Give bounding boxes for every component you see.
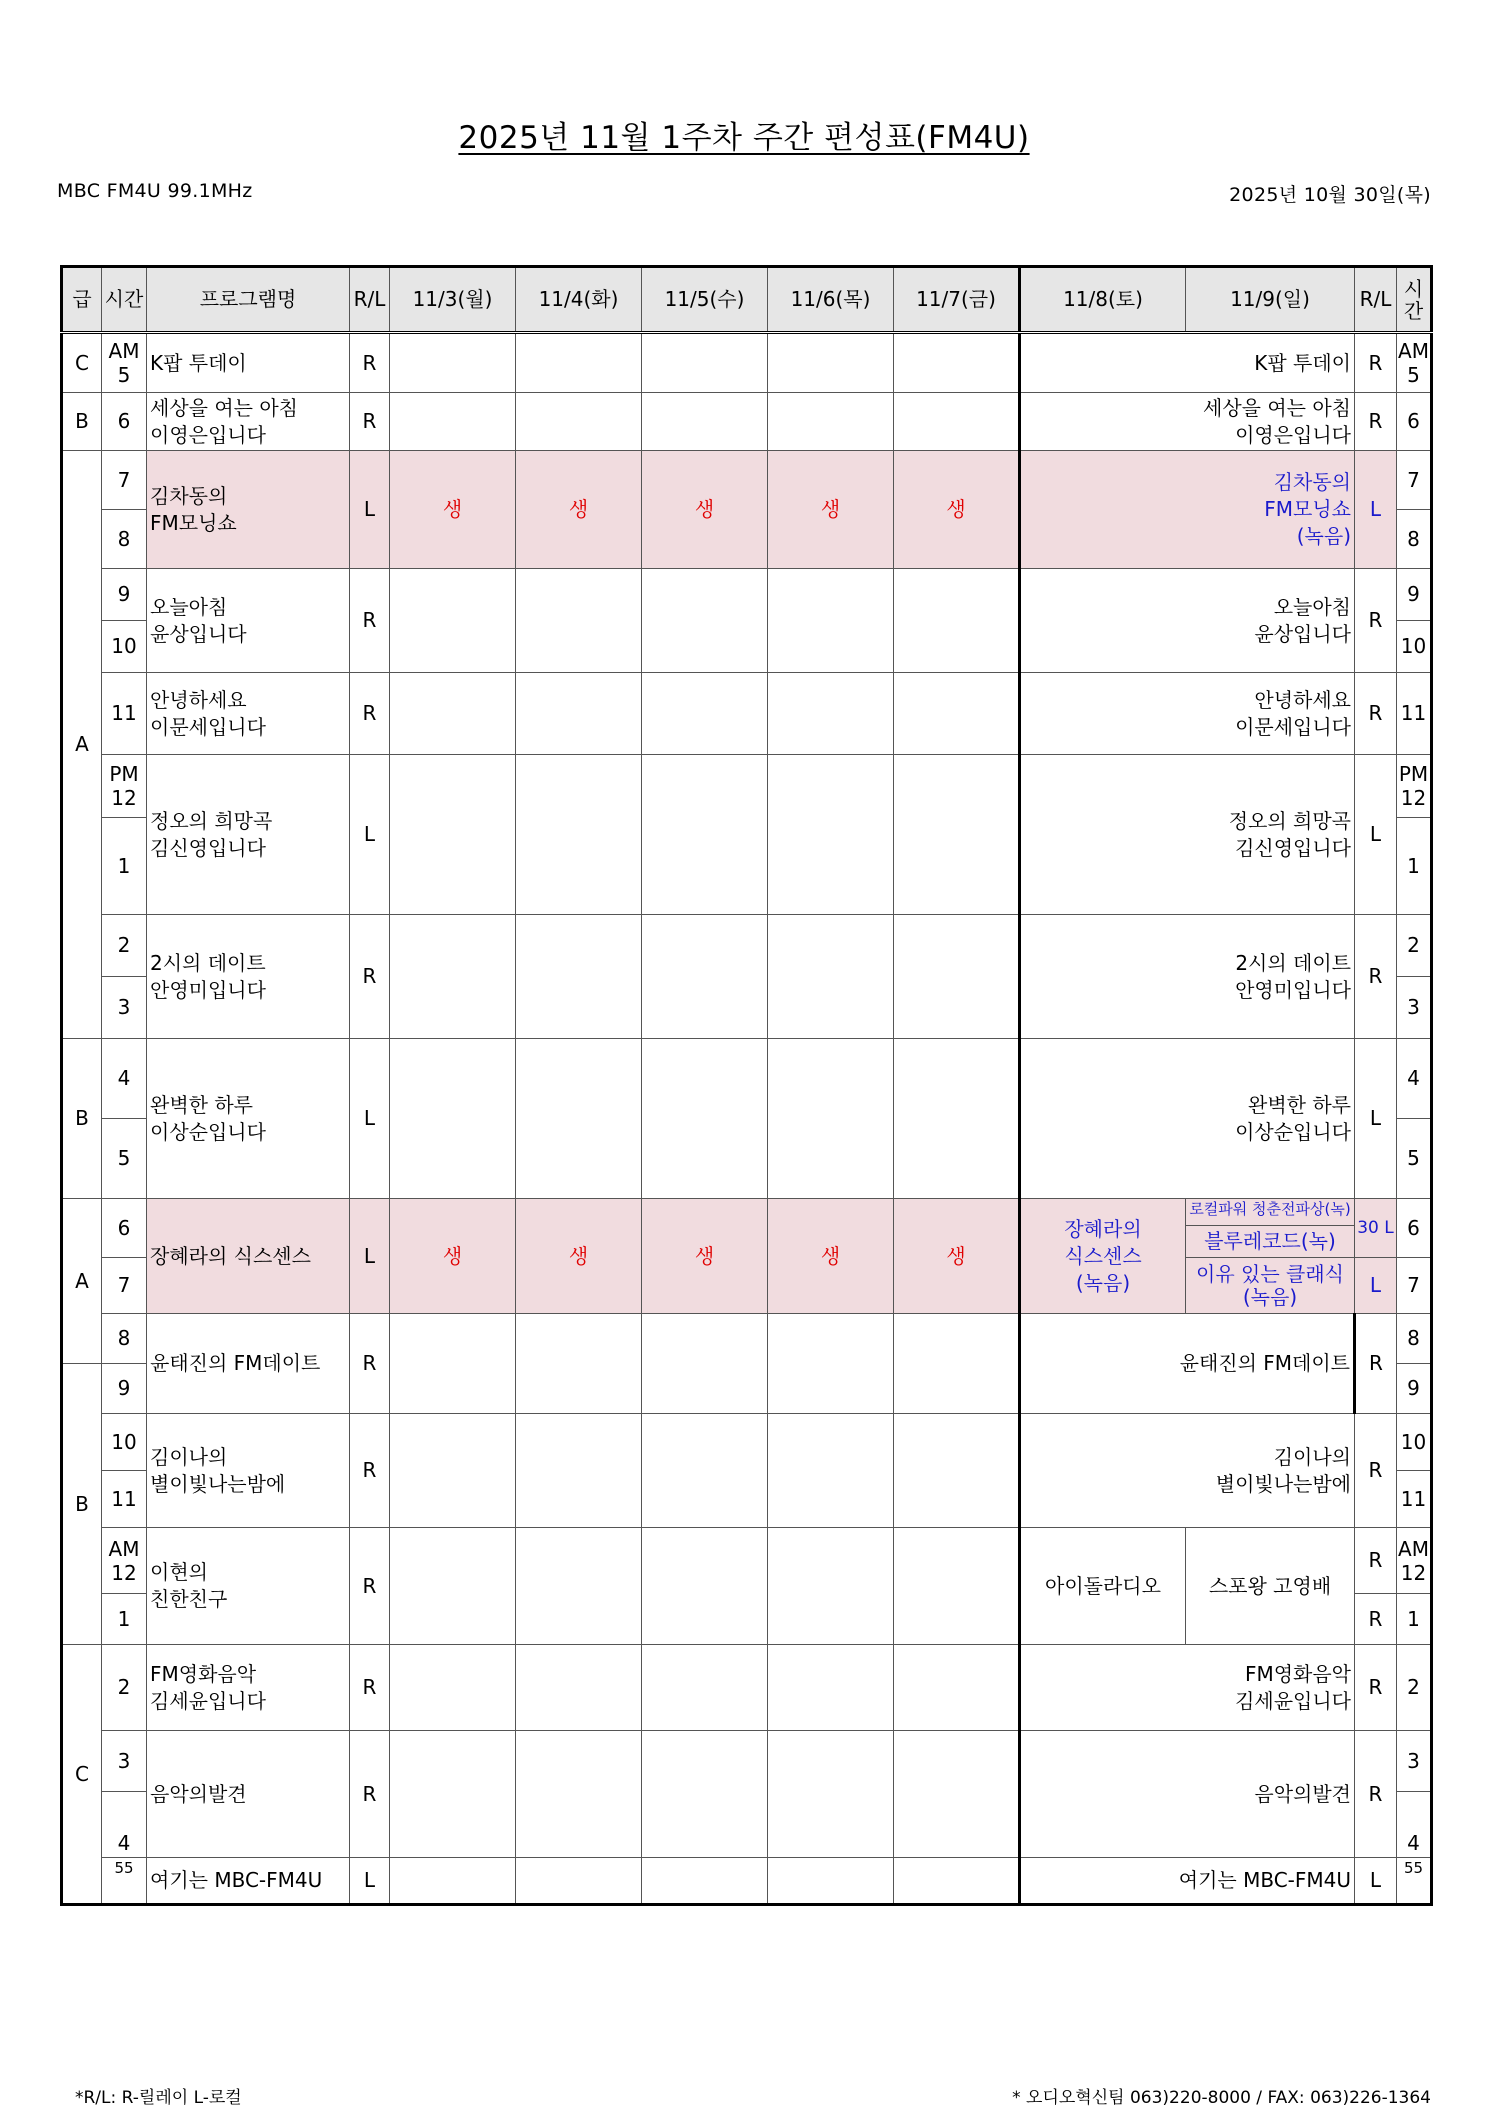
rl-cell: L [350, 451, 390, 569]
program-cell: 김이나의 별이빛나는밤에 [147, 1414, 350, 1528]
weekend-program-cell: 세상을 여는 아침 이영은입니다 [1020, 393, 1355, 451]
rl-cell: R [1355, 1414, 1397, 1528]
rl-cell: R [350, 333, 390, 393]
rl-cell: L [1355, 1858, 1397, 1905]
hour-cell: 2 [102, 1645, 147, 1731]
program-cell: 김차동의 FM모닝쇼 [147, 451, 350, 569]
hour-cell: PM 12 [102, 755, 147, 818]
table-row [62, 569, 1432, 621]
minute-cell: 55 [102, 1858, 147, 1905]
grade-cell: B [62, 1364, 102, 1645]
rl-header: R/L [350, 267, 390, 333]
hour-cell: 4 [1397, 1039, 1432, 1119]
table-row [62, 451, 1432, 510]
hour-cell: 8 [1397, 510, 1432, 569]
table-row [62, 1645, 1432, 1731]
station-info: MBC FM4U 99.1MHz [57, 180, 253, 202]
hour-cell: 7 [1397, 1258, 1432, 1314]
weekend-program-cell: 장혜라의 식스센스 (녹음) [1020, 1199, 1186, 1314]
rl-cell: L [1355, 451, 1397, 569]
rl-cell: R [350, 393, 390, 451]
grade-header: 급 [62, 267, 102, 333]
weekend-program-cell: 여기는 MBC-FM4U [1020, 1858, 1355, 1905]
rl-header-right: R/L [1355, 267, 1397, 333]
weekend-program-cell: 아이돌라디오 [1020, 1528, 1186, 1645]
hour-cell: 6 [1397, 1199, 1432, 1258]
table-row [62, 393, 1432, 451]
rl-cell: L [350, 755, 390, 915]
weekend-program-cell: 윤태진의 FM데이트 [1020, 1314, 1355, 1414]
program-cell: FM영화음악 김세윤입니다 [147, 1645, 350, 1731]
live-cell: 생 [516, 1199, 642, 1314]
grade-cell: C [62, 1645, 102, 1905]
table-row [62, 1731, 1432, 1792]
rl-cell: R [1355, 569, 1397, 673]
hour-cell: 7 [102, 1258, 147, 1314]
weekend-program-cell: 완벽한 하루 이상순입니다 [1020, 1039, 1355, 1199]
weekend-program-cell: 음악의발견 [1020, 1731, 1355, 1858]
hour-cell: 1 [102, 1594, 147, 1645]
hour-cell: 3 [102, 977, 147, 1039]
rl-cell: L [350, 1858, 390, 1905]
hour-cell: 3 [1397, 1731, 1432, 1792]
weekend-program-cell: 안녕하세요 이문세입니다 [1020, 673, 1355, 755]
hour-cell: 8 [1397, 1314, 1432, 1364]
hour-cell: 9 [102, 1364, 147, 1414]
rl-cell: R [1355, 333, 1397, 393]
grade-cell: C [62, 333, 102, 393]
rl-cell: L [1355, 1258, 1397, 1314]
grade-cell: A [62, 1199, 102, 1364]
table-row [62, 1858, 1432, 1905]
hour-cell: 9 [1397, 1364, 1432, 1414]
program-cell: 완벽한 하루 이상순입니다 [147, 1039, 350, 1199]
rl-cell: R [1355, 673, 1397, 755]
hour-cell: 1 [1397, 818, 1432, 915]
hour-cell: 8 [102, 1314, 147, 1364]
footnote-legend: *R/L: R-릴레이 L-로컬 [75, 2088, 242, 2108]
live-cell: 생 [894, 451, 1020, 569]
rl-cell: R [1355, 1594, 1397, 1645]
hour-cell: 9 [102, 569, 147, 621]
hour-cell: 6 [1397, 393, 1432, 451]
hour-cell: 7 [102, 451, 147, 510]
hour-cell: 11 [102, 673, 147, 755]
weekend-program-cell: 김이나의 별이빛나는밤에 [1020, 1414, 1355, 1528]
rl-cell: R [350, 1414, 390, 1528]
program-cell: 장혜라의 식스센스 [147, 1199, 350, 1314]
hour-cell: 10 [102, 1414, 147, 1471]
table-row [62, 755, 1432, 818]
hour-cell: 4 [1397, 1792, 1432, 1858]
grade-cell: A [62, 451, 102, 1039]
minute-cell: 55 [1397, 1858, 1432, 1905]
weekend-program-cell: 정오의 희망곡 김신영입니다 [1020, 755, 1355, 915]
hour-cell: 11 [1397, 1471, 1432, 1528]
program-cell: 오늘아침 윤상입니다 [147, 569, 350, 673]
day-header-sun: 11/9(일) [1186, 267, 1355, 333]
live-cell: 생 [390, 1199, 516, 1314]
time-header-right: 시간 [1397, 267, 1432, 333]
weekend-program-cell: 김차동의 FM모닝쇼 (녹음) [1020, 451, 1355, 569]
day-header-tue: 11/4(화) [516, 267, 642, 333]
hour-cell: 7 [1397, 451, 1432, 510]
live-cell: 생 [516, 451, 642, 569]
live-cell: 생 [642, 1199, 768, 1314]
hour-cell: 6 [102, 1199, 147, 1258]
table-row [62, 673, 1432, 755]
live-cell: 생 [642, 451, 768, 569]
table-row [62, 1528, 1432, 1594]
rl-cell: L [350, 1199, 390, 1314]
table-row [62, 1039, 1432, 1119]
day-header-wed: 11/5(수) [642, 267, 768, 333]
hour-cell: 1 [102, 818, 147, 915]
weekend-program-cell: 로컬파워 청춘전파상(녹) [1186, 1199, 1354, 1226]
issue-date: 2025년 10월 30일(목) [1229, 184, 1431, 206]
table-row [62, 333, 1432, 393]
program-header: 프로그램명 [147, 267, 350, 333]
hour-cell: 8 [102, 510, 147, 569]
program-cell: 2시의 데이트 안영미입니다 [147, 915, 350, 1039]
rl-cell: 30 L [1355, 1199, 1397, 1258]
hour-cell: 3 [1397, 977, 1432, 1039]
hour-cell: 5 [102, 1119, 147, 1199]
schedule-table [60, 265, 1433, 1906]
grade-cell: B [62, 393, 102, 451]
hour-cell: 2 [1397, 1645, 1432, 1731]
hour-cell: AM 12 [102, 1528, 147, 1594]
hour-cell: PM 12 [1397, 755, 1432, 818]
rl-cell: L [350, 1039, 390, 1199]
hour-cell: 6 [102, 393, 147, 451]
hour-cell: 10 [1397, 1414, 1432, 1471]
table-row [62, 1199, 1432, 1258]
table-row [62, 1314, 1432, 1364]
hour-cell: 9 [1397, 569, 1432, 621]
rl-cell: R [1355, 1528, 1397, 1594]
day-header-fri: 11/7(금) [894, 267, 1020, 333]
hour-cell: 4 [102, 1039, 147, 1119]
rl-cell: R [350, 569, 390, 673]
hour-cell: 10 [102, 621, 147, 673]
rl-cell: R [350, 915, 390, 1039]
program-cell: 이현의 친한친구 [147, 1528, 350, 1645]
hour-cell: 1 [1397, 1594, 1432, 1645]
header-row [62, 267, 1432, 333]
live-cell: 생 [768, 1199, 894, 1314]
rl-cell: R [1355, 915, 1397, 1039]
rl-cell: R [1355, 1314, 1397, 1414]
day-header-thu: 11/6(목) [768, 267, 894, 333]
rl-cell: R [350, 1731, 390, 1858]
hour-cell: 2 [102, 915, 147, 977]
hour-cell: 11 [1397, 673, 1432, 755]
day-header-sat: 11/8(토) [1020, 267, 1186, 333]
rl-cell: L [1355, 1039, 1397, 1199]
weekend-program-cell: 스포왕 고영배 [1186, 1528, 1355, 1645]
table-row [62, 915, 1432, 977]
weekend-program-cell: 이유 있는 클래식 (녹음) [1186, 1258, 1355, 1314]
weekend-program-cell: K팝 투데이 [1020, 333, 1355, 393]
rl-cell: R [350, 1528, 390, 1645]
rl-cell: R [1355, 1731, 1397, 1858]
hour-cell: AM 5 [102, 333, 147, 393]
table-row [62, 1414, 1432, 1471]
footnote-contact: * 오디오혁신팀 063)220-8000 / FAX: 063)226-1364 [1012, 2088, 1431, 2108]
weekend-program-cell: 2시의 데이트 안영미입니다 [1020, 915, 1355, 1039]
program-cell: 여기는 MBC-FM4U [147, 1858, 350, 1905]
weekend-program-cell: 블루레코드(녹) [1204, 1229, 1336, 1253]
program-cell: 안녕하세요 이문세입니다 [147, 673, 350, 755]
time-header: 시간 [102, 267, 147, 333]
hour-cell: 4 [102, 1792, 147, 1858]
program-cell: K팝 투데이 [147, 333, 350, 393]
weekend-program-cell: 오늘아침 윤상입니다 [1020, 569, 1355, 673]
grade-cell: B [62, 1039, 102, 1199]
hour-cell: 5 [1397, 1119, 1432, 1199]
rl-cell: R [1355, 1645, 1397, 1731]
rl-cell: R [350, 673, 390, 755]
hour-cell: AM 12 [1397, 1528, 1432, 1594]
hour-cell: 3 [102, 1731, 147, 1792]
hour-cell: AM 5 [1397, 333, 1432, 393]
hour-cell: 10 [1397, 621, 1432, 673]
page-title: 2025년 11월 1주차 주간 편성표(FM4U) [458, 120, 1030, 156]
program-cell: 정오의 희망곡 김신영입니다 [147, 755, 350, 915]
rl-cell: R [1355, 393, 1397, 451]
rl-cell: L [1355, 755, 1397, 915]
program-cell: 음악의발견 [147, 1731, 350, 1858]
hour-cell: 11 [102, 1471, 147, 1528]
live-cell: 생 [894, 1199, 1020, 1314]
rl-cell: R [350, 1314, 390, 1414]
program-cell: 세상을 여는 아침 이영은입니다 [147, 393, 350, 451]
hour-cell: 2 [1397, 915, 1432, 977]
day-header-mon: 11/3(월) [390, 267, 516, 333]
live-cell: 생 [390, 451, 516, 569]
rl-cell: R [350, 1645, 390, 1731]
program-cell: 윤태진의 FM데이트 [147, 1314, 350, 1414]
weekend-program-cell: FM영화음악 김세윤입니다 [1020, 1645, 1355, 1731]
live-cell: 생 [768, 451, 894, 569]
